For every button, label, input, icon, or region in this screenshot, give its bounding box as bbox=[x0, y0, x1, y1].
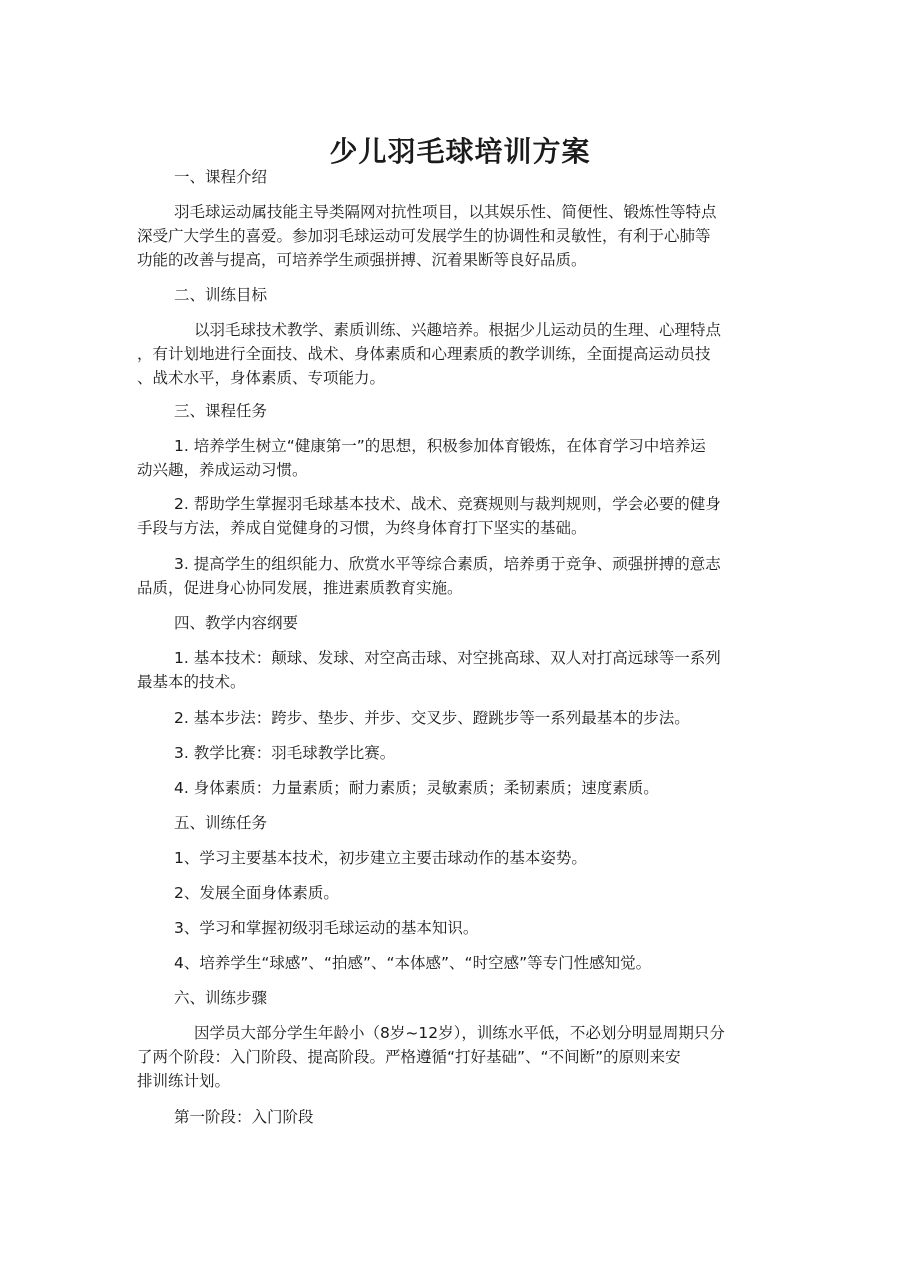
list-item-line: 动兴趣，养成运动习惯。 bbox=[137, 461, 308, 479]
list-item: 3、学习和掌握初级羽毛球运动的基本知识。 bbox=[174, 919, 479, 937]
list-item: 2. 基本步法：跨步、垫步、并步、交叉步、蹬跳步等一系列最基本的步法。 bbox=[174, 709, 690, 727]
paragraph-line: 了两个阶段：入门阶段、提高阶段。严格遵循“打好基础”、“不间断”的原则来安 bbox=[137, 1048, 681, 1066]
paragraph-line: ，有计划地进行全面技、战术、身体素质和心理素质的教学训练，全面提高运动员技 bbox=[137, 345, 711, 363]
section-heading-training-tasks: 五、训练任务 bbox=[174, 814, 268, 832]
list-item: 4、培养学生“球感”、“拍感”、“本体感”、“时空感”等专门性感知觉。 bbox=[174, 954, 652, 972]
list-item: 3. 教学比赛：羽毛球教学比赛。 bbox=[174, 744, 396, 762]
paragraph-line: 羽毛球运动属技能主导类隔网对抗性项目，以其娱乐性、简便性、锻炼性等特点 bbox=[174, 203, 717, 221]
document-title: 少儿羽毛球培训方案 bbox=[329, 134, 591, 168]
list-item: 1、学习主要基本技术，初步建立主要击球动作的基本姿势。 bbox=[174, 849, 587, 867]
subsection-heading-stage-one: 第一阶段：入门阶段 bbox=[174, 1108, 314, 1126]
paragraph-line: 深受广大学生的喜爱。参加羽毛球运动可发展学生的协调性和灵敏性，有利于心肺等 bbox=[137, 227, 711, 245]
paragraph-line: 排训练计划。 bbox=[137, 1072, 231, 1090]
paragraph-line: 因学员大部分学生年龄小（8岁~12岁），训练水平低，不必划分明显周期只分 bbox=[194, 1024, 725, 1042]
list-item-line: 1. 基本技术：颠球、发球、对空高击球、对空挑高球、双人对打高远球等一系列 bbox=[174, 649, 721, 667]
paragraph-line: 、战术水平，身体素质、专项能力。 bbox=[137, 369, 386, 387]
list-item-line: 最基本的技术。 bbox=[137, 673, 246, 691]
list-item-line: 手段与方法，养成自觉健身的习惯，为终身体育打下坚实的基础。 bbox=[137, 519, 587, 537]
section-heading-teaching-outline: 四、教学内容纲要 bbox=[174, 614, 299, 632]
paragraph-line: 以羽毛球技术教学、素质训练、兴趣培养。根据少儿运动员的生理、心理特点 bbox=[194, 321, 722, 339]
list-item-line: 2. 帮助学生掌握羽毛球基本技术、战术、竞赛规则与裁判规则，学会必要的健身 bbox=[174, 495, 721, 513]
section-heading-course-intro: 一、课程介绍 bbox=[174, 168, 268, 186]
list-item-line: 3. 提高学生的组织能力、欣赏水平等综合素质，培养勇于竞争、顽强拼搏的意志 bbox=[174, 555, 721, 573]
section-heading-training-steps: 六、训练步骤 bbox=[174, 989, 268, 1007]
section-heading-course-tasks: 三、课程任务 bbox=[174, 402, 268, 420]
list-item-line: 1. 培养学生树立“健康第一”的思想，积极参加体育锻炼，在体育学习中培养运 bbox=[174, 437, 706, 455]
paragraph-line: 功能的改善与提高，可培养学生顽强拼搏、沉着果断等良好品质。 bbox=[137, 251, 587, 269]
section-heading-training-goals: 二、训练目标 bbox=[174, 286, 268, 304]
list-item: 4. 身体素质：力量素质；耐力素质；灵敏素质；柔韧素质；速度素质。 bbox=[174, 779, 659, 797]
list-item: 2、发展全面身体素质。 bbox=[174, 884, 339, 902]
list-item-line: 品质，促进身心协同发展，推进素质教育实施。 bbox=[137, 579, 463, 597]
